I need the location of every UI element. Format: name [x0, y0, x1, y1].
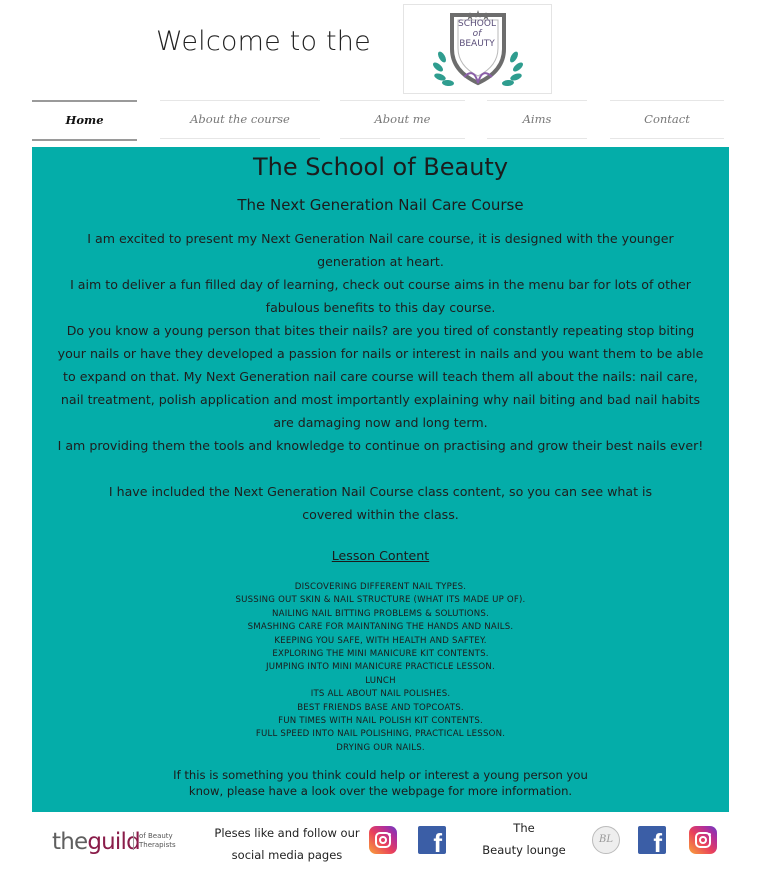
intro-text	[52, 227, 709, 526]
main-content	[32, 147, 729, 812]
guild-logo-the: the	[52, 829, 88, 855]
facebook-glyph: f	[433, 828, 442, 854]
facebook-glyph: f	[653, 828, 662, 854]
lesson-item: ITS ALL ABOUT NAIL POLISHES.	[310, 689, 451, 700]
logo-text-line: of	[472, 29, 482, 39]
main-nav	[0, 100, 768, 140]
page-title: The School of Beauty	[252, 153, 509, 181]
guild-logo[interactable]	[52, 829, 140, 855]
footer	[0, 812, 768, 882]
lesson-list	[32, 581, 729, 755]
logo-text	[444, 19, 510, 49]
paragraph: I aim to deliver a fun filled day of learning, check out course aims in the menu bar for lots of other fabulous benefits to this day course.	[70, 277, 691, 315]
beauty-lounge-label	[476, 817, 572, 861]
instagram-icon[interactable]	[369, 826, 397, 854]
lesson-item: JUMPING INTO MINI MANICURE PRACTICLE LESSON.	[266, 662, 495, 673]
nav-about-me[interactable]: About me	[340, 100, 465, 139]
welcome-heading: Welcome to the	[156, 26, 371, 57]
lesson-content-heading: Lesson Content	[331, 548, 430, 563]
logo-text-line: SCHOOL	[458, 19, 496, 29]
guild-logo-name: guild	[87, 829, 140, 855]
guild-sub-line: of Beauty	[139, 832, 173, 840]
nav-home[interactable]: Home	[32, 100, 137, 141]
nav-contact[interactable]: Contact	[610, 100, 724, 139]
guild-logo-subtitle	[133, 832, 176, 850]
lesson-item: EXPLORING THE MINI MANICURE KIT CONTENTS.	[272, 649, 489, 660]
paragraph: I am excited to present my Next Generation Nail care course, it is designed with the younger generation at heart.	[87, 231, 674, 269]
facebook-icon[interactable]	[418, 826, 446, 854]
lounge-line: Beauty lounge	[482, 843, 566, 857]
paragraph: I am providing them the tools and knowledge to continue on practising and grow their best nails ever!	[57, 438, 704, 453]
lesson-item: SUSSING OUT SKIN & NAIL STRUCTURE (WHAT ITS MADE UP OF).	[235, 595, 526, 606]
course-subtitle: The Next Generation Nail Care Course	[237, 196, 524, 214]
follow-line: Pleses like and follow our	[214, 826, 360, 840]
lesson-item: BEST FRIENDS BASE AND TOPCOATS.	[297, 702, 464, 713]
follow-line: social media pages	[231, 848, 343, 862]
paragraph: Do you know a young person that bites their nails? are you tired of constantly repeating stop biting your nails or have they developed a passion for nails or interest in nails and you want them to be able to expand on that. My Next Generation nail care course will teach them all about the nails: nail care, nail treatment, polish application and most importantly explaining why nail biting and bad nail habits are damaging now and long term.	[57, 323, 704, 430]
instagram-icon-flash	[388, 833, 391, 836]
paragraph: I have included the Next Generation Nail Course class content, so you can see what is covered within the class.	[108, 484, 653, 522]
lesson-item: DRYING OUR NAILS.	[336, 742, 425, 753]
logo-text-line: BEAUTY	[459, 39, 495, 49]
instagram-icon[interactable]	[689, 826, 717, 854]
school-of-beauty-logo[interactable]	[403, 4, 552, 94]
lesson-item: SMASHING CARE FOR MAINTANING THE HANDS AND NAILS.	[247, 622, 514, 633]
lesson-item: NAILING NAIL BITTING PROBLEMS & SOLUTIONS.	[272, 608, 489, 619]
lesson-item: DISCOVERING DIFFERENT NAIL TYPES.	[294, 582, 467, 592]
nav-aims[interactable]: Aims	[487, 100, 587, 139]
instagram-icon-flash	[708, 833, 711, 836]
spacer	[52, 457, 709, 480]
lounge-line: The	[513, 821, 535, 835]
lesson-item: KEEPING YOU SAFE, WITH HEALTH AND SAFTEY.	[274, 635, 487, 646]
instagram-icon-lens	[699, 836, 707, 844]
guild-sub-line: Therapists	[139, 841, 176, 849]
lesson-item: FUN TIMES WITH NAIL POLISH KIT CONTENTS.	[278, 716, 483, 727]
closing-text: If this is something you think could help or interest a young person you know, please have a look over the webpage for more information.	[173, 768, 588, 798]
beauty-lounge-logo-icon[interactable]: BL	[592, 826, 620, 854]
lesson-item: FULL SPEED INTO NAIL POLISHING, PRACTICAL LESSON.	[255, 729, 506, 740]
facebook-icon[interactable]	[638, 826, 666, 854]
follow-text	[210, 822, 364, 866]
lesson-item: LUNCH	[365, 675, 396, 686]
header	[0, 0, 768, 98]
nav-about-the-course[interactable]: About the course	[160, 100, 320, 139]
instagram-icon-lens	[379, 836, 387, 844]
